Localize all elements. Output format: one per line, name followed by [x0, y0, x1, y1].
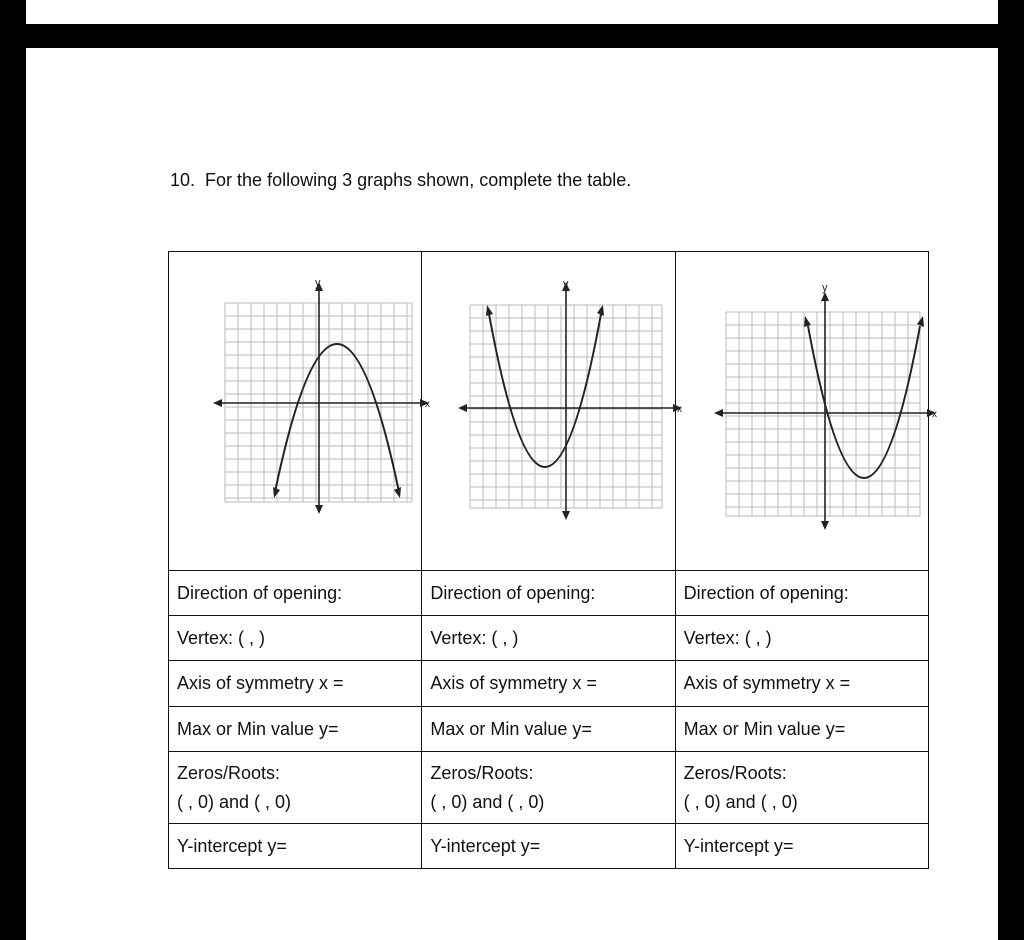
zeros-cell-2: [422, 752, 675, 824]
direction-cell-2: Direction of opening:: [422, 571, 675, 616]
maxmin-cell-1: Max or Min value y=: [169, 707, 422, 752]
x-axis-label: x: [677, 404, 683, 415]
graph-cell-1: [169, 252, 430, 571]
question-text: For the following 3 graphs shown, complete the table.: [205, 170, 632, 190]
zeros-label: Zeros/Roots:: [177, 762, 281, 783]
yint-cell-2: Y-intercept y=: [422, 824, 675, 869]
axis-cell-1: Axis of symmetry x =: [169, 661, 422, 707]
graph-cell-3: [675, 252, 937, 571]
zeros-label: Zeros/Roots:: [683, 762, 787, 783]
question-number: 10.: [170, 170, 196, 190]
graph-3: [684, 252, 936, 570]
maxmin-cell-3: Max or Min value y=: [675, 707, 928, 752]
graph-2: [430, 252, 682, 570]
yint-cell-3: Y-intercept y=: [675, 824, 928, 869]
zeros-template: ( , 0) and ( , 0): [177, 791, 292, 812]
top-strip: [26, 0, 998, 24]
zeros-template: ( , 0) and ( , 0): [683, 791, 798, 812]
graph-1: [177, 252, 429, 570]
parabola-curve: [275, 344, 399, 492]
vertex-cell-1: Vertex: ( , ): [169, 616, 422, 661]
axis-cell-2: Axis of symmetry x =: [422, 661, 675, 707]
zeros-label: Zeros/Roots:: [430, 762, 534, 783]
zeros-cell-1: [169, 752, 422, 824]
y-axis-label: y: [315, 277, 321, 289]
zeros-cell-3: [675, 752, 928, 824]
zeros-template: ( , 0) and ( , 0): [430, 791, 545, 812]
direction-cell-3: Direction of opening:: [675, 571, 928, 616]
parabola-curve: [489, 314, 601, 467]
yint-cell-1: Y-intercept y=: [169, 824, 422, 869]
question-10: [170, 170, 631, 191]
y-axis-label: y: [821, 282, 828, 294]
parabola-table: [168, 251, 937, 869]
y-axis-label: y: [563, 278, 569, 290]
axis-cell-3: Axis of symmetry x =: [675, 661, 928, 707]
maxmin-cell-2: Max or Min value y=: [422, 707, 675, 752]
graph-cell-2: [422, 252, 683, 571]
direction-cell-1: Direction of opening:: [169, 571, 422, 616]
vertex-cell-2: Vertex: ( , ): [422, 616, 675, 661]
vertex-cell-3: Vertex: ( , ): [675, 616, 928, 661]
x-axis-label: x: [931, 409, 937, 420]
x-axis-label: x: [425, 399, 430, 410]
axes: [219, 288, 423, 508]
